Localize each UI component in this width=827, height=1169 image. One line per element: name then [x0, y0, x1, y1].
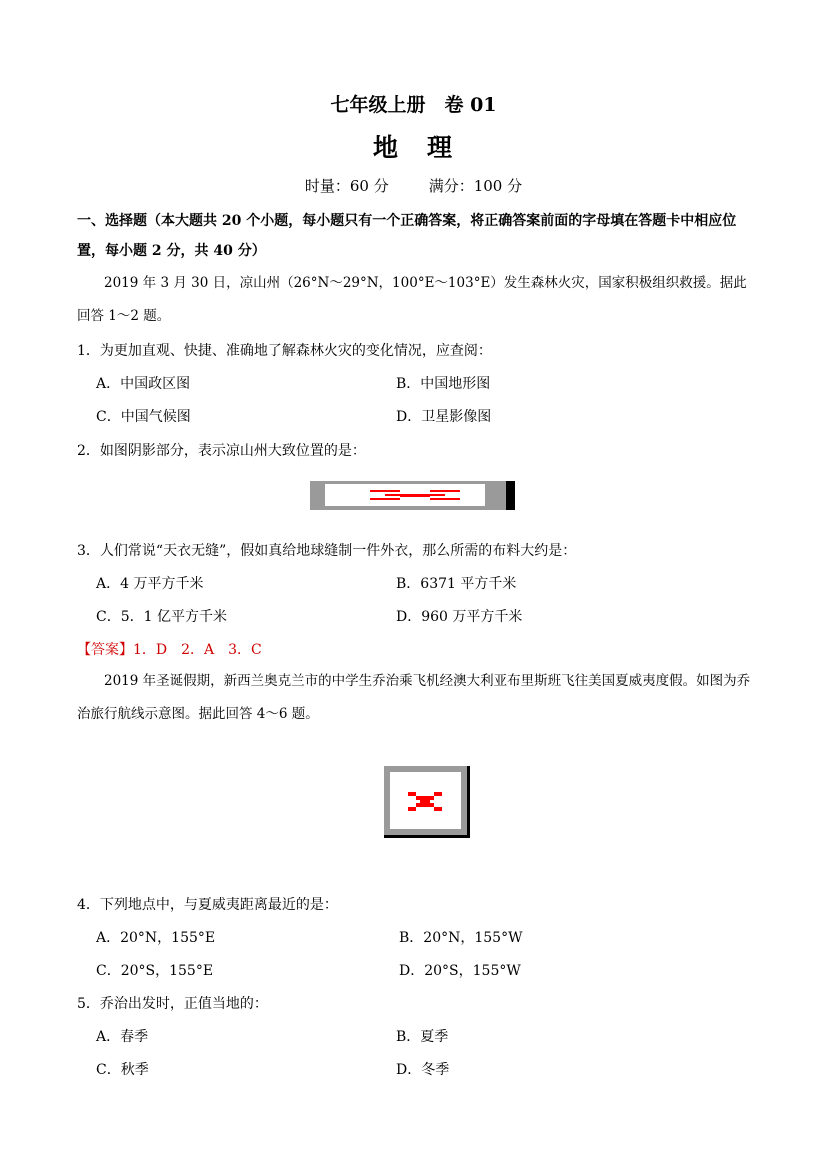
question-1-option-b: B．中国地形图	[396, 376, 491, 392]
question-1-option-d: D．卫星影像图	[396, 409, 492, 425]
figure-placeholder-frame	[325, 484, 485, 506]
passage-1: 2019 年 3 月 30 日，凉山州（26°N～29°N，100°E～103°E）发生森林火灾，国家积极组织救援。据此回答 1～2 题。	[77, 275, 747, 324]
question-5-option-a: A．春季	[96, 1029, 149, 1045]
question-3-option-a: A．4 万平方千米	[96, 576, 204, 592]
flight-route-figure	[384, 766, 470, 838]
question-4-option-a: A．20°N，155°E	[96, 930, 216, 946]
question-2-figure	[310, 481, 515, 510]
exam-info	[0, 175, 827, 196]
question-3-option-b: B．6371 平方千米	[396, 576, 517, 592]
question-5-option-b: B．夏季	[396, 1029, 449, 1045]
question-3-option-c: C．5．1 亿平方千米	[96, 609, 227, 625]
question-5-option-d: D．冬季	[396, 1062, 450, 1078]
question-1-option-c: C．中国气候图	[96, 409, 191, 425]
subject-title: 地 理	[372, 133, 454, 162]
question-2-stem: 2．如图阴影部分，表示凉山州大致位置的是：	[77, 443, 366, 459]
exam-title: 七年级上册 卷 01	[330, 94, 497, 116]
question-4-option-d: D．20°S，155°W	[399, 963, 521, 979]
time-label: 时量：60 分	[304, 177, 389, 195]
question-4-option-c: C．20°S，155°E	[96, 963, 214, 979]
question-1-stem: 1．为更加直观、快捷、准确地了解森林火灾的变化情况，应查阅：	[77, 343, 492, 359]
passage-2: 2019 年圣诞假期，新西兰奥克兰市的中学生乔治乘飞机经澳大利亚布里斯班飞往美国夏威夷度假。如图为乔治旅行航线示意图。据此回答 4～6 题。	[77, 673, 751, 722]
question-4-stem: 4．下列地点中，与夏威夷距离最近的是：	[77, 897, 338, 913]
question-5-option-c: C．秋季	[96, 1062, 149, 1078]
question-3-option-d: D．960 万平方千米	[396, 609, 523, 625]
question-1-option-a: A．中国政区图	[96, 376, 191, 392]
score-label: 满分：100 分	[428, 177, 523, 195]
broken-image-icon	[390, 772, 461, 829]
question-3-stem: 3．人们常说“天衣无缝”，假如真给地球缝制一件外衣，那么所需的布料大约是：	[77, 543, 577, 559]
section-heading-line1: 一、选择题（本大题共 20 个小题，每小题只有一个正确答案，将正确答案前面的字母填在答题卡中相应位	[77, 213, 737, 229]
figure-placeholder-frame	[390, 772, 461, 829]
question-4-option-b: B．20°N，155°W	[399, 930, 523, 946]
section-heading-line2: 置，每小题 2 分，共 40 分）	[77, 243, 266, 259]
question-5-stem: 5．乔治出发时，正值当地的：	[77, 996, 268, 1012]
answer-key: 【答案】1．D 2．A 3．C	[77, 642, 262, 658]
broken-image-icon	[325, 484, 485, 506]
